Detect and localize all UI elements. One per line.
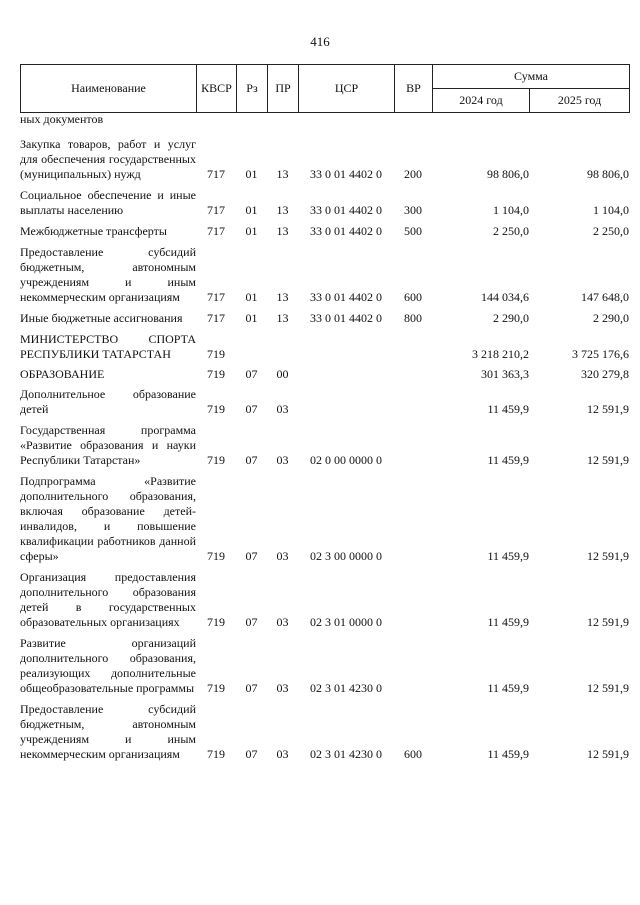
row-amount-2024: 11 459,9 <box>487 615 529 629</box>
row-csr <box>298 367 394 382</box>
row-name: Дополнительное образование детей <box>20 387 196 416</box>
row-name: Закупка товаров, работ и услуг для обеспечения государственных (муниципальных) нужд <box>20 137 196 181</box>
row-vr <box>394 387 432 417</box>
row-vr <box>394 367 432 382</box>
row-vr <box>394 474 432 564</box>
table-header <box>20 64 630 113</box>
row-pr: 13 <box>276 311 289 325</box>
row-amount-2025: 12 591,9 <box>587 681 629 695</box>
row-kvsr: 717 <box>207 290 225 304</box>
table-row <box>20 188 629 218</box>
header-rz: Рз <box>237 65 268 113</box>
row-rz: 01 <box>245 167 258 181</box>
row-amount-2024: 2 290,0 <box>493 311 529 325</box>
row-amount-2024: 301 363,3 <box>481 367 529 381</box>
row-amount-2025: 1 104,0 <box>593 203 629 217</box>
row-amount-2024 <box>432 112 529 127</box>
row-kvsr: 719 <box>207 615 225 629</box>
row-vr <box>394 423 432 468</box>
table-row <box>20 332 629 362</box>
table-row <box>20 137 629 182</box>
row-spacer-cell <box>20 127 629 137</box>
row-csr <box>298 332 394 362</box>
row-vr: 600 <box>404 747 422 761</box>
row-amount-2024: 11 459,9 <box>487 549 529 563</box>
row-rz: 07 <box>245 615 258 629</box>
row-pr <box>267 112 298 127</box>
header-year-2025: 2025 год <box>530 89 630 113</box>
header-vr: ВР <box>395 65 433 113</box>
row-name: Предоставление субсидий бюджетным, автономным учреждениям и иным некоммерческим организациям <box>20 245 196 304</box>
row-amount-2024: 144 034,6 <box>481 290 529 304</box>
header-sum: Сумма <box>433 65 630 89</box>
row-pr: 03 <box>276 402 289 416</box>
row-amount-2024: 98 806,0 <box>487 167 529 181</box>
row-name: Организация предоставления дополнительного образования детей в государственных образовательных организациях <box>20 570 196 629</box>
row-spacer <box>20 127 629 137</box>
row-csr: 02 3 01 4230 0 <box>310 681 382 695</box>
row-name: Социальное обеспечение и иные выплаты населению <box>20 188 196 217</box>
table-row <box>20 423 629 468</box>
table-row <box>20 224 629 239</box>
row-rz: 07 <box>245 549 258 563</box>
table-row <box>20 636 629 696</box>
row-amount-2025: 147 648,0 <box>581 290 629 304</box>
row-vr <box>394 332 432 362</box>
row-amount-2024: 11 459,9 <box>487 747 529 761</box>
row-vr <box>394 636 432 696</box>
row-name: Иные бюджетные ассигнования <box>20 311 183 325</box>
row-kvsr: 717 <box>207 203 225 217</box>
row-amount-2025: 12 591,9 <box>587 615 629 629</box>
row-amount-2024: 11 459,9 <box>487 402 529 416</box>
row-amount-2024: 11 459,9 <box>487 453 529 467</box>
row-csr: 33 0 01 4402 0 <box>310 224 382 238</box>
row-kvsr: 719 <box>207 747 225 761</box>
row-rz <box>236 112 267 127</box>
row-kvsr: 719 <box>207 681 225 695</box>
row-vr: 800 <box>404 311 422 325</box>
row-amount-2025: 12 591,9 <box>587 402 629 416</box>
row-amount-2024: 11 459,9 <box>487 681 529 695</box>
page-number: 416 <box>310 34 330 49</box>
row-vr <box>394 570 432 630</box>
row-pr: 00 <box>276 367 289 381</box>
table-row <box>20 311 629 326</box>
row-pr: 03 <box>276 615 289 629</box>
row-amount-2025: 2 290,0 <box>593 311 629 325</box>
table-row <box>20 474 629 564</box>
row-csr: 33 0 01 4402 0 <box>310 311 382 325</box>
table-row <box>20 387 629 417</box>
row-rz <box>236 332 267 362</box>
row-pr: 13 <box>276 224 289 238</box>
row-rz: 07 <box>245 747 258 761</box>
row-csr: 33 0 01 4402 0 <box>310 290 382 304</box>
row-name: МИНИСТЕРСТВО СПОРТА РЕСПУБЛИКИ ТАТАРСТАН <box>20 332 196 361</box>
row-csr: 33 0 01 4402 0 <box>310 203 382 217</box>
header-csr: ЦСР <box>299 65 395 113</box>
row-amount-2025: 12 591,9 <box>587 453 629 467</box>
table-row <box>20 112 629 127</box>
row-name: Развитие организаций дополнительного образования, реализующих дополнительные общеобразовательные программы <box>20 636 196 695</box>
row-pr: 03 <box>276 747 289 761</box>
budget-table <box>20 112 629 762</box>
row-name: Подпрограмма «Развитие дополнительного образования, включая образование детей-инвалидов, и повышение квалификации работников данной сферы» <box>20 474 196 563</box>
row-kvsr: 717 <box>207 224 225 238</box>
row-rz: 07 <box>245 367 258 381</box>
table-row <box>20 702 629 762</box>
row-kvsr: 717 <box>207 311 225 325</box>
row-rz: 01 <box>245 311 258 325</box>
row-rz: 07 <box>245 681 258 695</box>
row-csr: 33 0 01 4402 0 <box>310 167 382 181</box>
row-vr: 200 <box>404 167 422 181</box>
header-kvsr: КВСР <box>197 65 237 113</box>
row-csr <box>298 112 394 127</box>
row-name: Межбюджетные трансферты <box>20 224 167 238</box>
row-pr: 13 <box>276 203 289 217</box>
row-amount-2025: 98 806,0 <box>587 167 629 181</box>
row-pr: 03 <box>276 549 289 563</box>
row-amount-2025: 12 591,9 <box>587 549 629 563</box>
row-vr: 500 <box>404 224 422 238</box>
row-pr: 13 <box>276 290 289 304</box>
row-amount-2024: 3 218 210,2 <box>472 347 529 361</box>
row-vr: 300 <box>404 203 422 217</box>
row-name: Государственная программа «Развитие образования и науки Республики Татарстан» <box>20 423 196 467</box>
row-pr: 03 <box>276 681 289 695</box>
row-kvsr: 719 <box>207 367 225 381</box>
row-kvsr: 717 <box>207 167 225 181</box>
row-rz: 01 <box>245 224 258 238</box>
row-kvsr <box>196 112 236 127</box>
row-rz: 01 <box>245 290 258 304</box>
row-amount-2025: 2 250,0 <box>593 224 629 238</box>
row-amount-2025: 12 591,9 <box>587 747 629 761</box>
row-csr <box>298 387 394 417</box>
row-csr: 02 3 01 0000 0 <box>310 615 382 629</box>
row-amount-2024: 2 250,0 <box>493 224 529 238</box>
row-csr: 02 0 00 0000 0 <box>310 453 382 467</box>
row-pr: 03 <box>276 453 289 467</box>
header-name: Наименование <box>21 65 197 113</box>
row-amount-2025: 320 279,8 <box>581 367 629 381</box>
row-csr: 02 3 01 4230 0 <box>310 747 382 761</box>
table-row <box>20 245 629 305</box>
row-name: Предоставление субсидий бюджетным, автономным учреждениям и иным некоммерческим организациям <box>20 702 196 761</box>
row-rz: 01 <box>245 203 258 217</box>
row-kvsr: 719 <box>207 453 225 467</box>
row-kvsr: 719 <box>207 402 225 416</box>
row-amount-2024: 1 104,0 <box>493 203 529 217</box>
row-kvsr: 719 <box>207 549 225 563</box>
row-vr: 600 <box>404 290 422 304</box>
table-row <box>20 367 629 382</box>
table-row <box>20 570 629 630</box>
header-pr: ПР <box>268 65 299 113</box>
header-year-2024: 2024 год <box>433 89 530 113</box>
row-name: ных документов <box>20 112 104 126</box>
row-pr: 13 <box>276 167 289 181</box>
row-rz: 07 <box>245 402 258 416</box>
row-kvsr: 719 <box>207 347 225 361</box>
row-vr <box>394 112 432 127</box>
row-amount-2025: 3 725 176,6 <box>572 347 629 361</box>
row-name: ОБРАЗОВАНИЕ <box>20 367 105 381</box>
row-pr <box>267 332 298 362</box>
row-csr: 02 3 00 0000 0 <box>310 549 382 563</box>
row-rz: 07 <box>245 453 258 467</box>
row-amount-2025 <box>529 112 629 127</box>
